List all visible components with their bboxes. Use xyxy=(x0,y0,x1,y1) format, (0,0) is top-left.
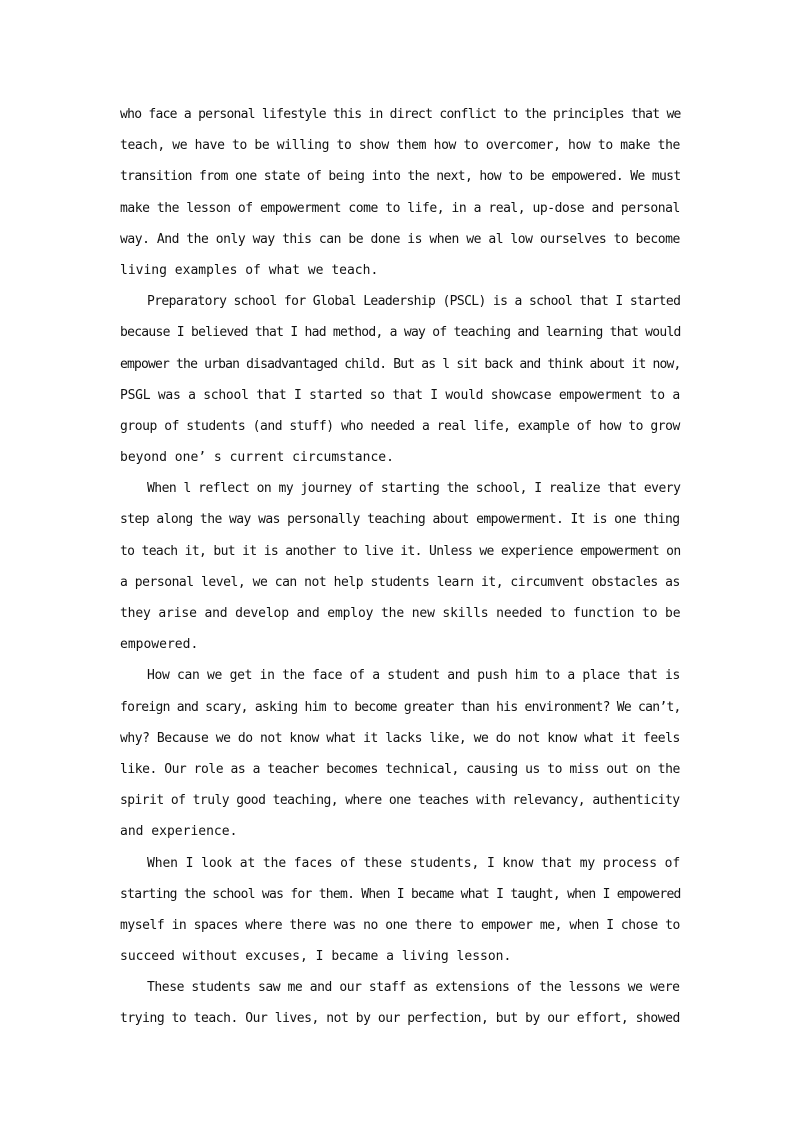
text-line: foreign and scary, asking him to become greater than his environment? We can’t, xyxy=(120,699,681,715)
text-line: they arise and develop and employ the new skills needed to function to be xyxy=(120,606,681,621)
text-line: trying to teach. Our lives, not by our perfection, but by our effort, showed xyxy=(120,1011,680,1027)
paragraph-start-line: When I look at the faces of these students, I know that my process of xyxy=(147,855,681,871)
text-line: transition from one state of being into the next, how to be empowered. We must xyxy=(120,169,681,185)
text-line: why? Because we do not know what it lacks like, we do not know what it feels xyxy=(120,730,680,746)
text-line: myself in spaces where there was no one there to empower me, when I chose to xyxy=(120,917,680,933)
text-line: succeed without excuses, I became a living lesson. xyxy=(120,949,512,965)
text-line: to teach it, but it is another to live it. Unless we experience empowerment on xyxy=(120,543,681,559)
text-line: who face a personal lifestyle this in direct conflict to the principles that we xyxy=(120,107,681,122)
text-line: spirit of truly good teaching, where one teaches with relevancy, authenticity xyxy=(120,793,680,809)
paragraph-start-line: These students saw me and our staff as extensions of the lessons we were xyxy=(147,980,680,996)
text-line: way. And the only way this can be done is when we al low ourselves to become xyxy=(120,231,680,247)
text-line: living examples of what we teach. xyxy=(120,262,379,278)
text-line: PSGL was a school that I started so that I would showcase empowerment to a xyxy=(120,387,680,403)
text-line: step along the way was personally teaching about empowerment. It is one thing xyxy=(120,512,680,528)
text-line: empower the urban disadvantaged child. But as l sit back and think about it now, xyxy=(120,356,681,372)
body-text xyxy=(120,99,680,1035)
paragraph-start-line: Preparatory school for Global Leadership (PSCL) is a school that I started xyxy=(147,294,681,310)
paragraph-start-line: When l reflect on my journey of starting the school, I realize that every xyxy=(147,481,681,497)
text-line: beyond one’ s current circumstance. xyxy=(120,450,394,466)
text-line: like. Our role as a teacher becomes technical, causing us to miss out on the xyxy=(120,761,680,777)
text-line: and experience. xyxy=(120,824,238,840)
text-line: empowered. xyxy=(120,637,199,653)
text-line: make the lesson of empowerment come to life, in a real, up-dose and personal xyxy=(120,200,680,216)
text-line: starting the school was for them. When I became what I taught, when I empowered xyxy=(120,886,681,902)
paragraph-start-line: How can we get in the face of a student and push him to a place that is xyxy=(147,668,680,684)
text-line: because I believed that I had method, a way of teaching and learning that would xyxy=(120,325,681,341)
text-line: group of students (and stuff) who needed a real life, example of how to grow xyxy=(120,418,680,434)
text-line: a personal level, we can not help students learn it, circumvent obstacles as xyxy=(120,574,680,590)
text-line: teach, we have to be willing to show them how to overcomer, how to make the xyxy=(120,138,681,154)
